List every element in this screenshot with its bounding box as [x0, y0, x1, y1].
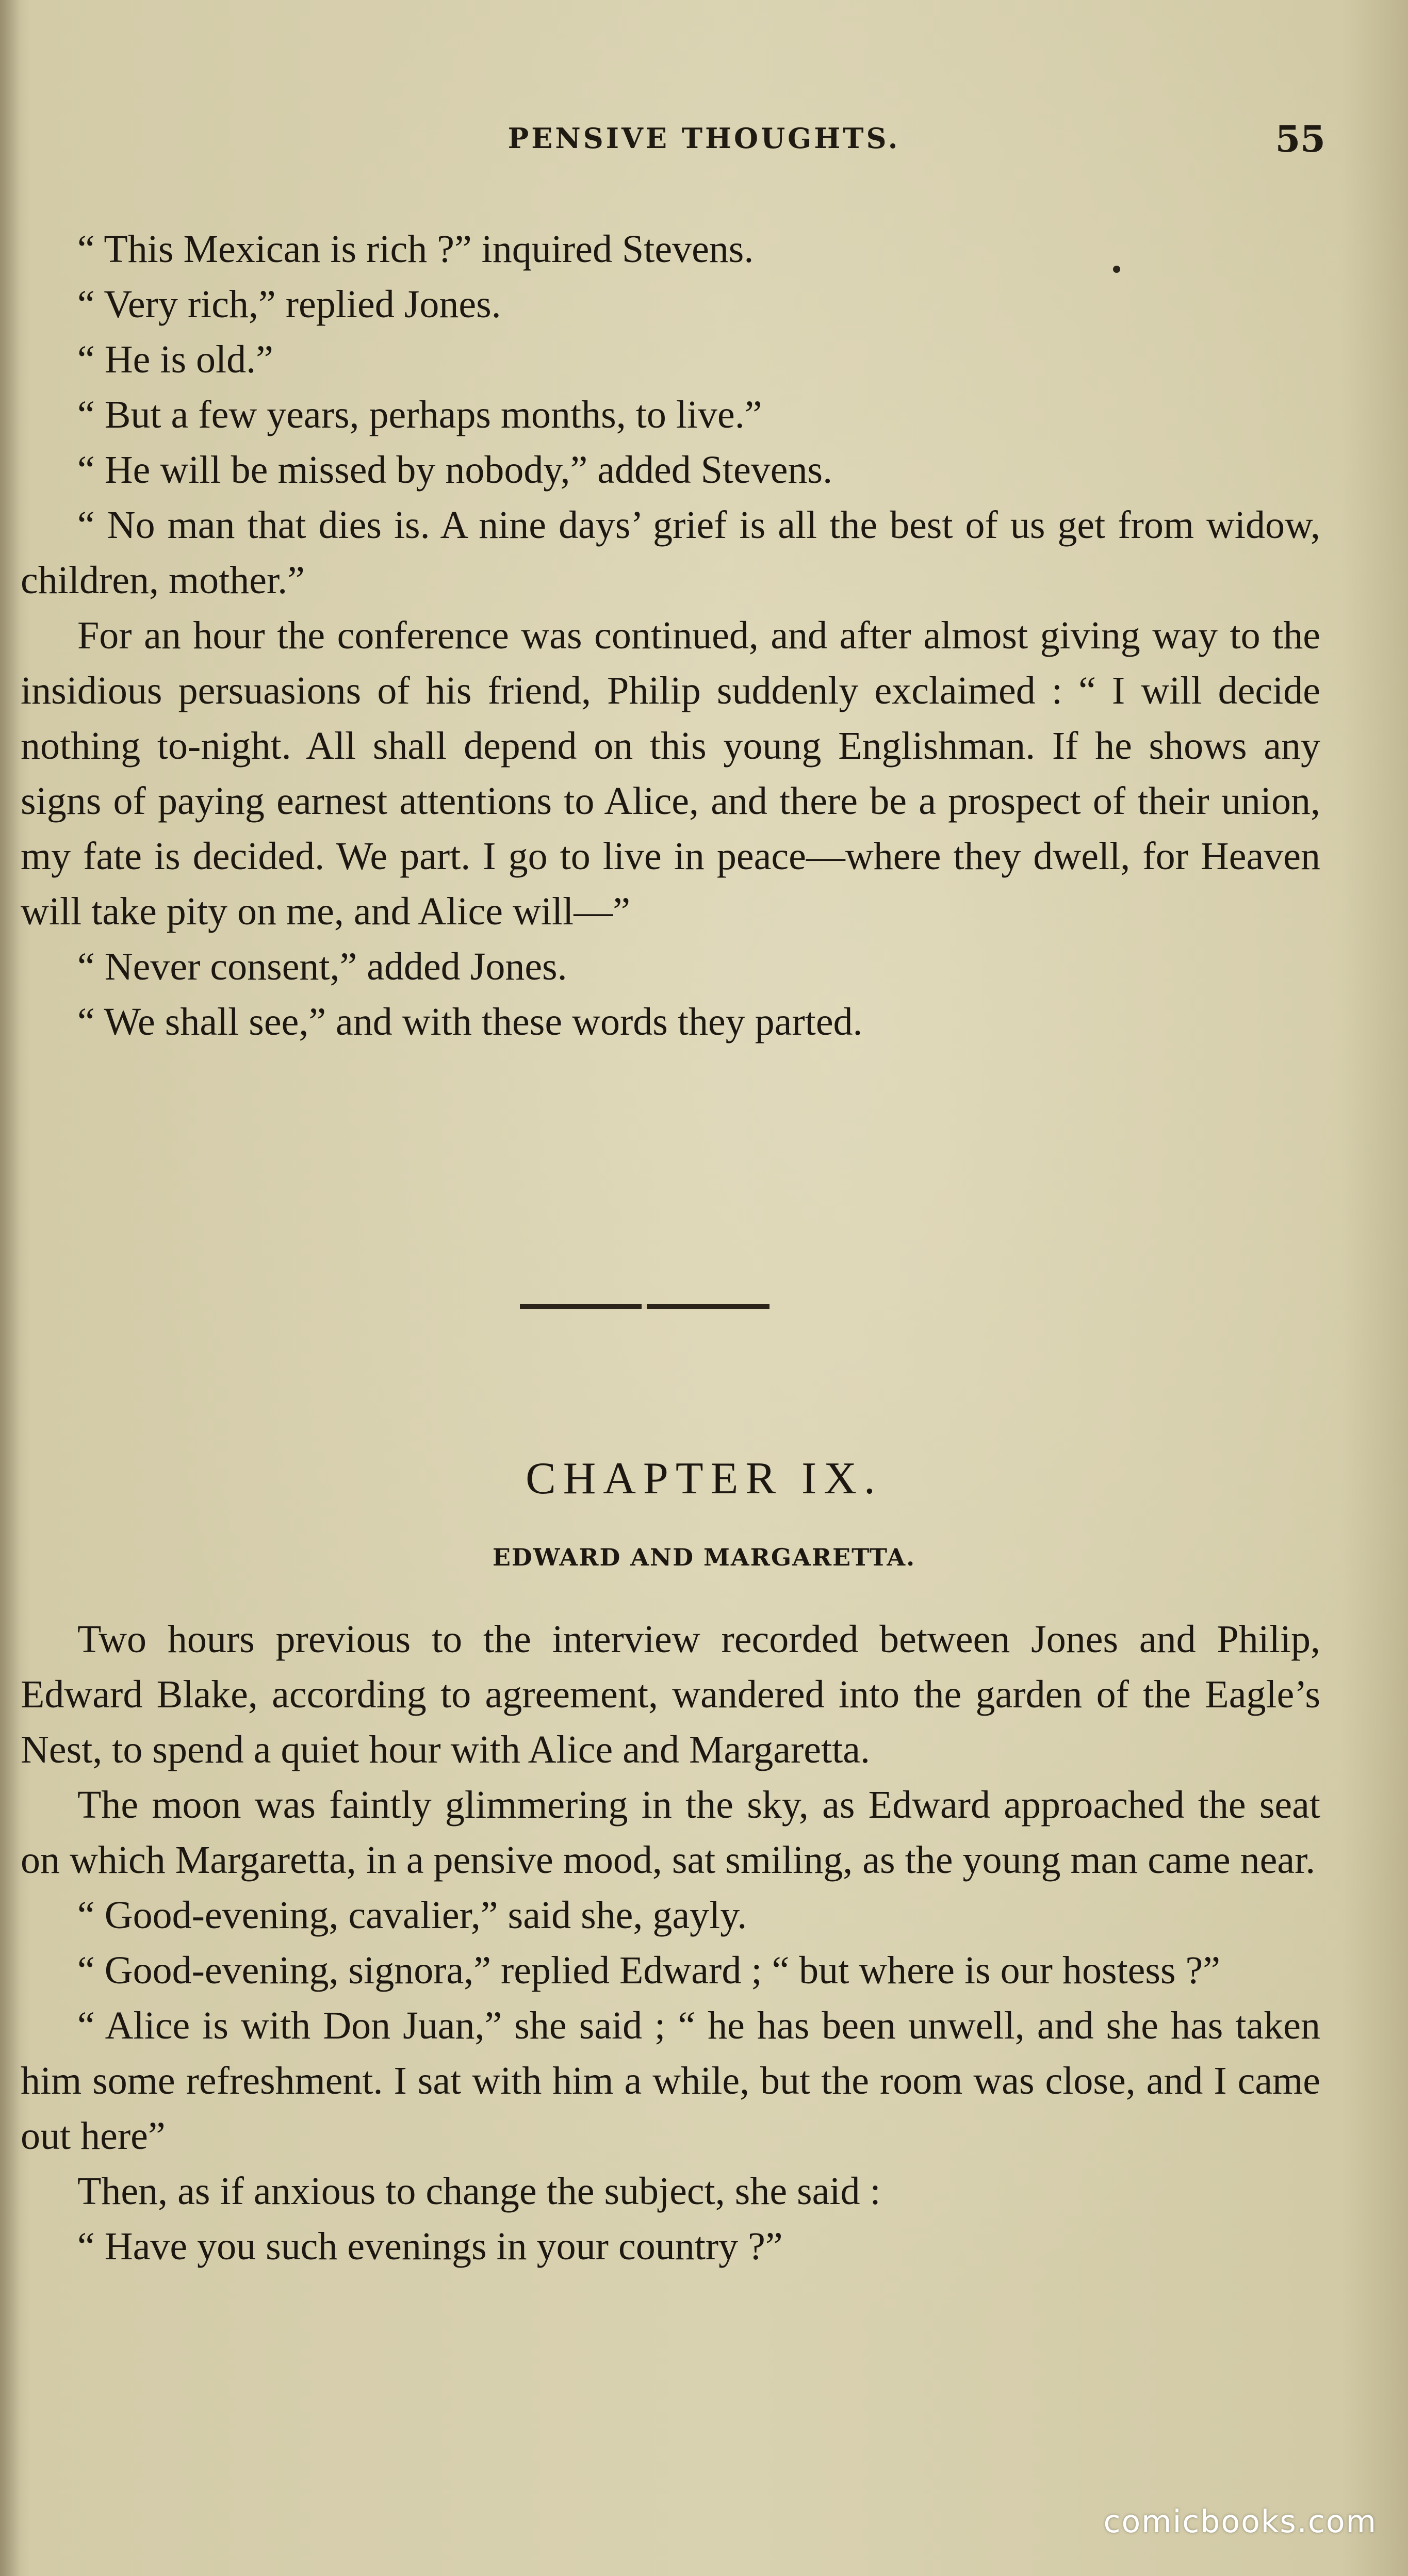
paragraph: Two hours previous to the interview recorded between Jones and Philip, Edward Blake, according to agreement, wandered into the garden of the Eagle’s Nest, to spend a quiet hour with Alice and Margaretta.: [21, 1618, 1320, 1771]
watermark: comicbooks.com: [1103, 2504, 1377, 2540]
chapter-subtitle: EDWARD AND MARGARETTA.: [492, 1543, 916, 1571]
paragraph: “ This Mexican is rich ?” inquired Stevens.: [77, 227, 754, 271]
spine-shadow: [0, 0, 21, 2576]
paragraph: “ Good-evening, signora,” replied Edward ; “ but where is our hostess ?”: [77, 1949, 1220, 1992]
ink-speck: [1113, 266, 1120, 273]
paragraph: The moon was faintly glimmering in the sky, as Edward approached the seat on which Margaretta, in a pensive mood, sat smiling, as the young man came near.: [21, 1783, 1320, 1882]
paragraph: “ Very rich,” replied Jones.: [77, 283, 501, 326]
paragraph: “ He is old.”: [77, 338, 273, 381]
chapter-title: CHAPTER IX.: [526, 1454, 882, 1504]
paragraph: “ Never consent,” added Jones.: [77, 945, 567, 988]
section-two-text: [21, 1612, 1320, 2274]
running-title: PENSIVE THOUGHTS.: [507, 122, 901, 155]
paragraph: “ But a few years, perhaps months, to live.”: [77, 393, 762, 436]
paragraph: “ We shall see,” and with these words they parted.: [77, 1000, 863, 1044]
paragraph: For an hour the conference was continued, and after almost giving way to the insidious persuasions of his friend, Philip suddenly exclaimed : “ I will decide nothing to-night. All shall depend on this young Englishman. If he shows any signs of paying earnest attentions to Alice, and there be a prospect of their union, my fate is decided. We part. I go to live in peace—where they dwell, for Heaven will take pity on me, and Alice will—”: [21, 614, 1320, 933]
page-number: 55: [1275, 118, 1325, 160]
running-head: [0, 118, 1408, 168]
paragraph: “ He will be missed by nobody,” added Stevens.: [77, 448, 833, 492]
paragraph: “ No man that dies is. A nine days’ grief is all the best of us get from widow, children, mother.”: [21, 503, 1320, 602]
section-one-text: [21, 222, 1320, 1050]
paragraph: “ Alice is with Don Juan,” she said ; “ he has been unwell, and she has taken him some refreshment. I sat with him a while, but the room was close, and I came out here”: [21, 2004, 1320, 2158]
paragraph: “ Have you such evenings in your country ?”: [77, 2225, 783, 2268]
paragraph: Then, as if anxious to change the subject, she said :: [77, 2170, 881, 2213]
paragraph: “ Good-evening, cavalier,” said she, gayly.: [77, 1894, 747, 1937]
section-divider: [520, 1304, 770, 1309]
